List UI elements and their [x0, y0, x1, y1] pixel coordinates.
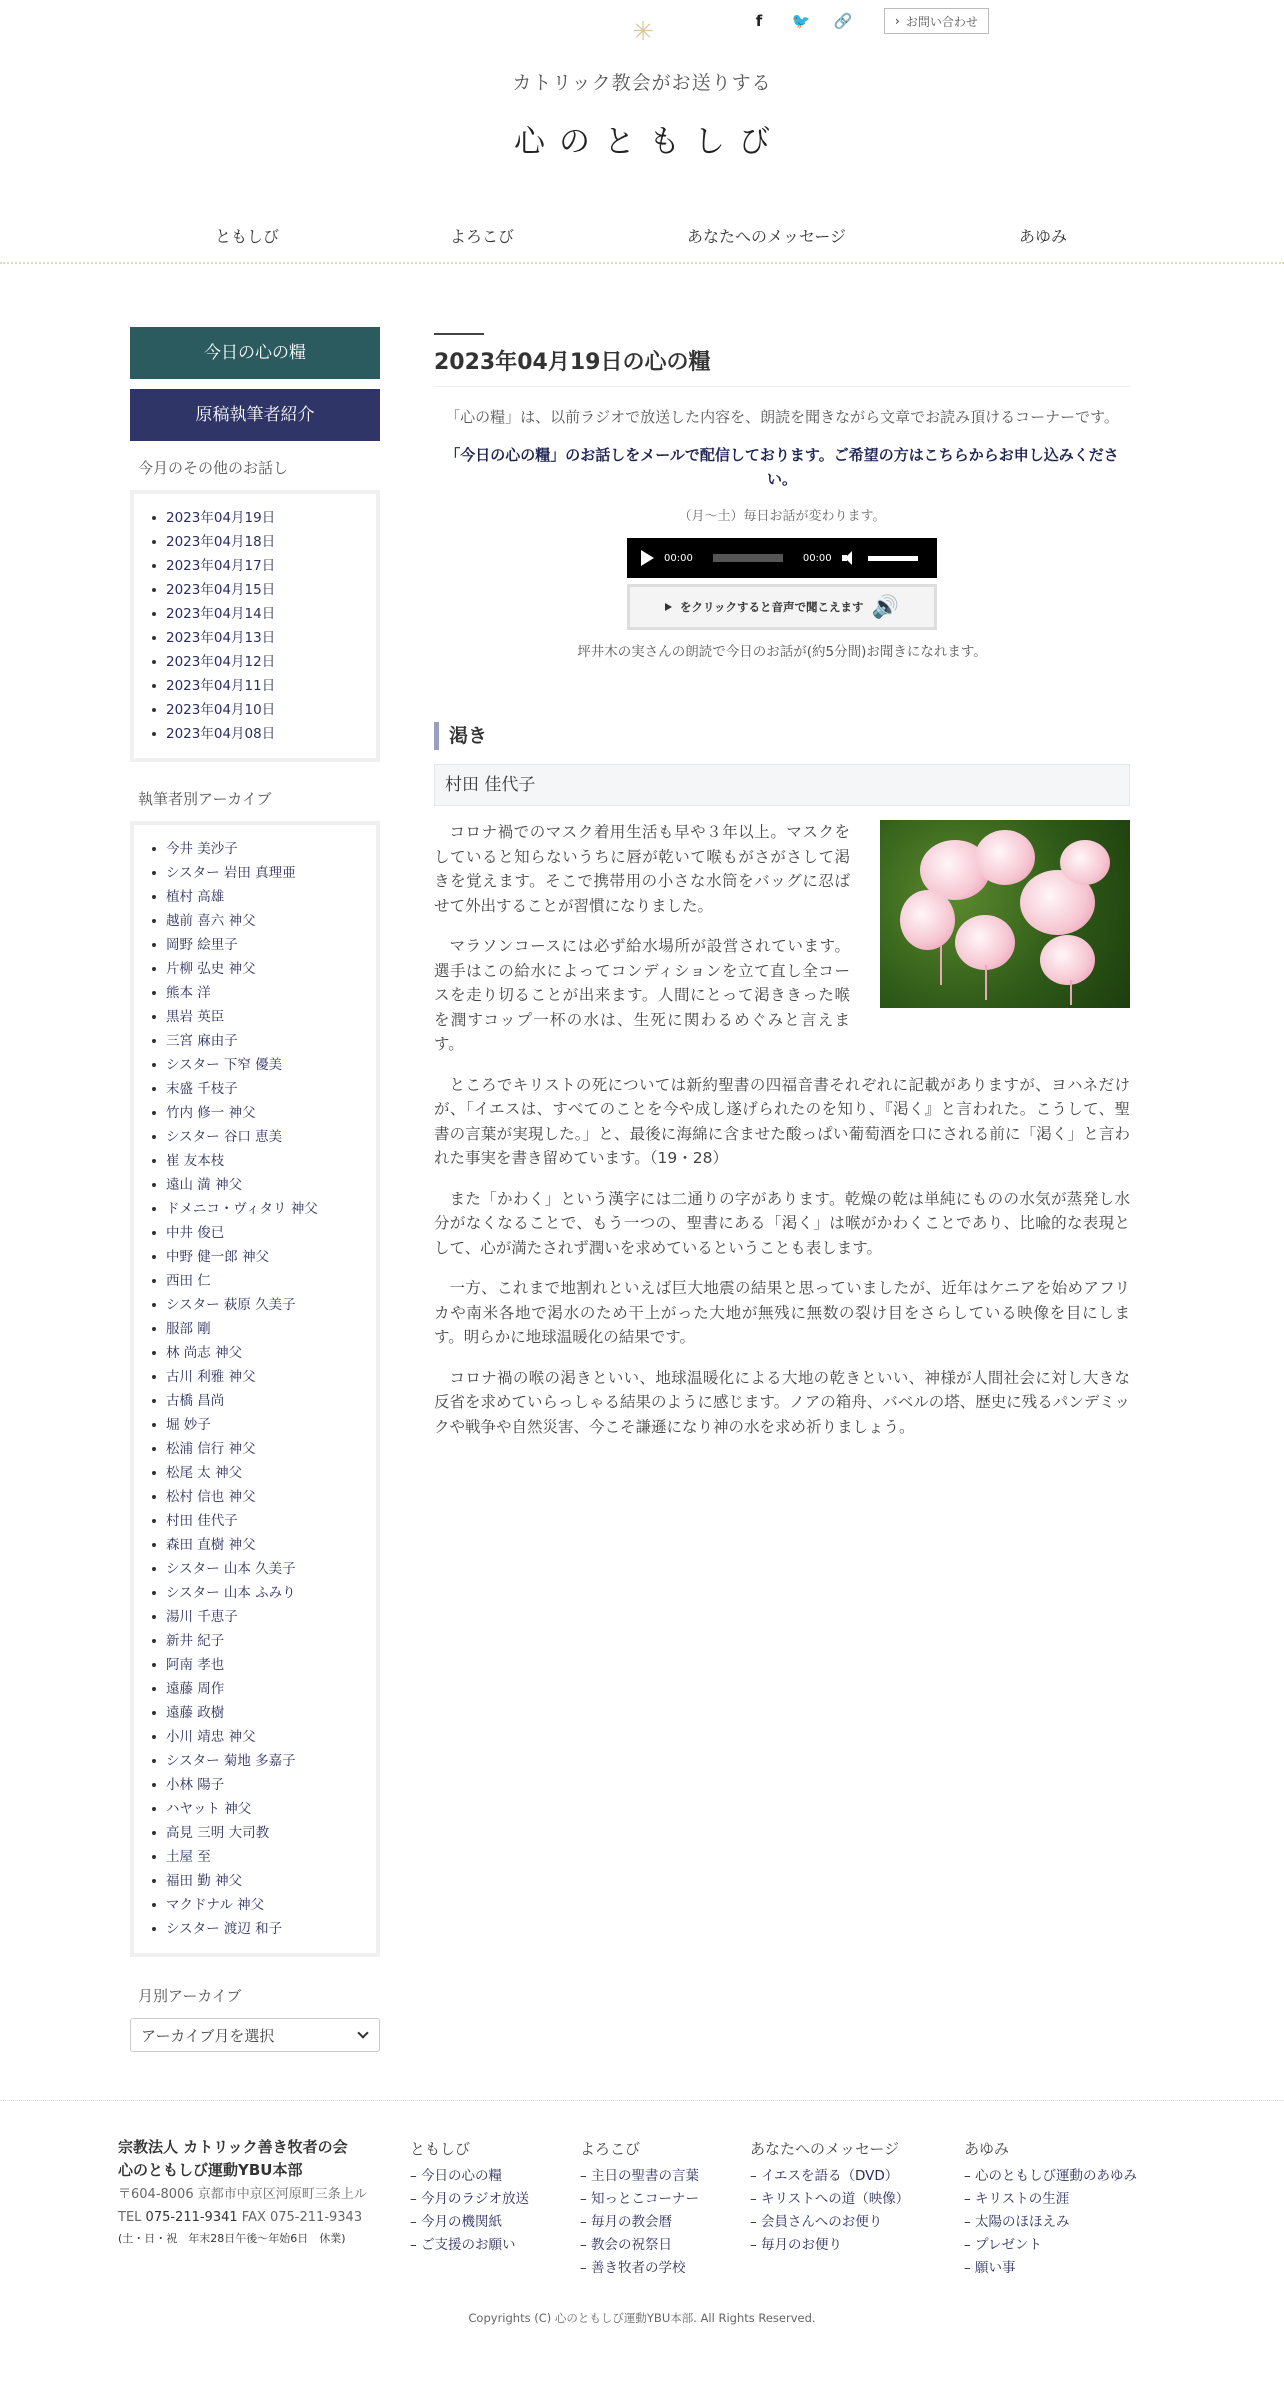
- article-title: 渇き: [434, 722, 1130, 750]
- author-archive-link[interactable]: 古橋 昌尚: [134, 1389, 376, 1413]
- org-phone: [118, 2207, 388, 2228]
- author-archive-link[interactable]: 森田 直樹 神父: [134, 1533, 376, 1557]
- footer-link[interactable]: – 毎月のお便り: [750, 2234, 909, 2257]
- authors-heading: 執筆者別アーカイブ: [138, 790, 272, 808]
- footer-col-title: あゆみ: [964, 2140, 1010, 2158]
- author-archive-link[interactable]: 末盛 千枝子: [134, 1077, 376, 1101]
- site-title[interactable]: 心のともしび: [514, 124, 784, 160]
- article-paragraph: 一方、これまで地割れといえば巨大地震の結果と思っていましたが、近年はケニアを始めアフリカや南米各地で渇水のため干上がった大地が無残に無数の裂け目をさらしている映像を目にします。明らかに地球温暖化の結果です。: [434, 1279, 1130, 1346]
- author-archive-link[interactable]: 松尾 太 神父: [134, 1461, 376, 1485]
- month-archive-link[interactable]: 2023年04月15日: [134, 578, 376, 602]
- author-archive-link[interactable]: 遠藤 政樹: [134, 1701, 376, 1725]
- player-duration: 00:00: [802, 552, 832, 564]
- nav-item-yorokobi[interactable]: よろこび: [450, 227, 515, 246]
- author-archive-link[interactable]: 片柳 弘史 神父: [134, 957, 376, 981]
- author-archive-link[interactable]: 松浦 信行 神父: [134, 1437, 376, 1461]
- author-archive-link[interactable]: 遠山 満 神父: [134, 1173, 376, 1197]
- author-archive-link[interactable]: 土屋 至: [134, 1845, 376, 1869]
- page-title: 2023年04月19日の心の糧: [434, 345, 1130, 387]
- this-month-heading: 今月のその他のお話し: [138, 459, 289, 477]
- author-archive-link[interactable]: 小林 陽子: [134, 1773, 376, 1797]
- author-archive-link[interactable]: マクドナル 神父: [134, 1893, 376, 1917]
- month-archive-link[interactable]: 2023年04月18日: [134, 530, 376, 554]
- author-archive-link[interactable]: 遠藤 周作: [134, 1677, 376, 1701]
- footer-link[interactable]: – 善き牧者の学校: [580, 2257, 699, 2280]
- link-icon[interactable]: 🔗: [833, 12, 853, 30]
- copyright: Copyrights (C) 心のともしび運動YBU本部. All Rights Reserved.: [468, 2311, 816, 2325]
- article-paragraph: コロナ禍でのマスク着用生活も早や３年以上。マスクをしていると知らないうちに唇が乾いて喉もがさがさして渇きを覚えます。そこで携帯用の小さな水筒をバッグに忍ばせて外出することが習慣になりました。: [434, 823, 850, 915]
- footer-link[interactable]: – 今月のラジオ放送: [410, 2188, 529, 2211]
- footer-col-tomoshibi: [410, 2138, 529, 2257]
- footer-col-message: [750, 2138, 909, 2257]
- footer-col-ayumi: [964, 2138, 1137, 2280]
- footer-col-title: あなたへのメッセージ: [750, 2140, 900, 2158]
- speaker-icon: 🔊: [871, 594, 899, 620]
- volume-slider[interactable]: [868, 556, 918, 561]
- month-archive-link[interactable]: 2023年04月13日: [134, 626, 376, 650]
- footer-org-info: [118, 2136, 388, 2249]
- author-archive-link[interactable]: 今井 美沙子: [134, 837, 376, 861]
- article-paragraph: ところでキリストの死については新約聖書の四福音書それぞれに記載がありますが、ヨハネだけが、「イエスは、すべてのことを今や成し遂げられたのを知り、『渇く』と言われた。こうして、聖書の言葉が実現した。」と、最後に海綿に含ませた酸っぱい葡萄酒を口にされる前に「渇く」と言われた事実を書き留めています。（19・28）: [434, 1075, 1130, 1167]
- footer-link[interactable]: – 心のともしび運動のあゆみ: [964, 2165, 1137, 2188]
- author-archive-link[interactable]: シスター 渡辺 和子: [134, 1917, 376, 1941]
- author-archive-link[interactable]: 小川 靖忠 神父: [134, 1725, 376, 1749]
- author-archive-link[interactable]: シスター 山本 ふみり: [134, 1581, 376, 1605]
- sidebar: [130, 327, 380, 2052]
- play-icon[interactable]: [641, 550, 654, 566]
- author-archive-link[interactable]: 湯川 千恵子: [134, 1605, 376, 1629]
- author-archive-link[interactable]: 中野 健一郎 神父: [134, 1245, 376, 1269]
- author-archive-link[interactable]: シスター 岩田 真理亜: [134, 861, 376, 885]
- footer-link[interactable]: – 知っとこコーナー: [580, 2188, 699, 2211]
- footer-link[interactable]: – 教会の祝祭日: [580, 2234, 699, 2257]
- footer-link[interactable]: – ご支援のお願い: [410, 2234, 529, 2257]
- month-archive-link[interactable]: 2023年04月12日: [134, 650, 376, 674]
- monthly-archive-select[interactable]: [130, 2018, 380, 2052]
- footer-link[interactable]: – キリストの生涯: [964, 2188, 1137, 2211]
- article-paragraph: コロナ禍の喉の渇きといい、地球温暖化による大地の乾きといい、神様が人間社会に対し大きな反省を求めていらっしゃる結果のように感じます。ノアの箱舟、バベルの塔、歴史に残るパンデミックや戦争や自然災害、今こそ謙遜になり神の水を求め祈りましょう。: [434, 1368, 1130, 1436]
- author-archive-link[interactable]: 岡野 絵里子: [134, 933, 376, 957]
- month-archive-link[interactable]: 2023年04月19日: [134, 506, 376, 530]
- footer-col-title: よろこび: [580, 2140, 641, 2158]
- audio-player: [627, 538, 937, 578]
- twitter-icon[interactable]: 🐦: [791, 12, 811, 30]
- author-archive-link[interactable]: シスター 菊地 多嘉子: [134, 1749, 376, 1773]
- footer-link[interactable]: – 主日の聖書の言葉: [580, 2165, 699, 2188]
- author-archive-link[interactable]: シスター 山本 久美子: [134, 1557, 376, 1581]
- nav-item-tomoshibi[interactable]: ともしび: [215, 227, 280, 246]
- month-archive-link[interactable]: 2023年04月10日: [134, 698, 376, 722]
- month-archive-link[interactable]: 2023年04月17日: [134, 554, 376, 578]
- author-archive-link[interactable]: 越前 喜六 神父: [134, 909, 376, 933]
- contact-button-label: お問い合わせ: [905, 14, 978, 29]
- authors-list: [130, 821, 380, 1957]
- author-archive-link[interactable]: 堀 妙子: [134, 1413, 376, 1437]
- nav-item-message[interactable]: あなたへのメッセージ: [687, 227, 847, 246]
- intro-text: 「心の糧」は、以前ラジオで放送した内容を、朗読を聞きながら文章でお読み頂けるコーナーです。: [445, 408, 1119, 426]
- play-triangle-icon: [665, 603, 672, 611]
- fuchsia-flower-photo: [880, 820, 1130, 1008]
- writers-intro-button[interactable]: 原稿執筆者紹介: [130, 389, 380, 441]
- article-paragraph: また「かわく」という漢字には二通りの字があります。乾燥の乾は単純にものの水気が蒸発し水分がなくなることで、もう一つの、聖書にある「渇く」は喉がかわくことであり、比喩的な表現として、心が満たされず潤いを求めているということも表します。: [434, 1189, 1130, 1257]
- author-archive-link[interactable]: 新井 紀子: [134, 1629, 376, 1653]
- volume-icon[interactable]: [842, 551, 858, 565]
- player-current-time: 00:00: [664, 552, 693, 564]
- site-tagline: カトリック教会がお送りする: [512, 72, 772, 94]
- facebook-icon[interactable]: f: [755, 12, 763, 30]
- author-archive-link[interactable]: 林 尚志 神父: [134, 1341, 376, 1365]
- author-archive-link[interactable]: 阿南 孝也: [134, 1653, 376, 1677]
- article-author: 村田 佳代子: [434, 764, 1130, 806]
- footer-divider: [0, 2100, 1284, 2101]
- org-address: 〒604-8006 京都市中京区河原町三条上ル: [118, 2187, 367, 2202]
- author-archive-link[interactable]: 熊本 洋: [134, 981, 376, 1005]
- top-utility-bar: [748, 6, 989, 36]
- global-nav: [130, 224, 1150, 254]
- fax-number: FAX 075-211-9343: [241, 2210, 363, 2225]
- nav-divider: [0, 262, 1284, 264]
- author-archive-link[interactable]: 西田 仁: [134, 1269, 376, 1293]
- schedule-note: （月～土）毎日お話が変わります。: [678, 509, 886, 524]
- footer-link[interactable]: – 今日の心の糧: [410, 2165, 529, 2188]
- office-hours: (土・日・祝 年末28日午後～年始6日 休業): [118, 2232, 346, 2245]
- footer-link[interactable]: – 毎月の教会暦: [580, 2211, 699, 2234]
- contact-button[interactable]: [884, 8, 989, 34]
- mail-subscribe-link[interactable]: 「今日の心の糧」のお話しをメールで配信しております。ご希望の方はこちらからお申し込みください。: [445, 446, 1119, 488]
- author-archive-link[interactable]: シスター 下窄 優美: [134, 1053, 376, 1077]
- month-archive-link[interactable]: 2023年04月11日: [134, 674, 376, 698]
- listen-audio-button[interactable]: [627, 584, 937, 630]
- player-seek-bar[interactable]: [713, 554, 783, 562]
- author-archive-link[interactable]: 植村 高雄: [134, 885, 376, 909]
- this-month-list: [130, 490, 380, 762]
- author-archive-link[interactable]: シスター 萩原 久美子: [134, 1293, 376, 1317]
- article-body: [434, 820, 1130, 1439]
- author-archive-link[interactable]: 松村 信也 神父: [134, 1485, 376, 1509]
- author-archive-link[interactable]: 黒岩 英臣: [134, 1005, 376, 1029]
- author-archive-link[interactable]: 竹内 修一 神父: [134, 1101, 376, 1125]
- logo-star-icon: ✳: [632, 17, 654, 47]
- footer-link[interactable]: – キリストへの道（映像）: [750, 2188, 909, 2211]
- title-accent-bar: [434, 333, 484, 335]
- author-archive-link[interactable]: 高見 三明 大司教: [134, 1821, 376, 1845]
- reader-credit: 坪井木の実さんの朗読で今日のお話が(約5分間)お聞きになれます。: [577, 644, 987, 660]
- footer-col-title: ともしび: [410, 2140, 471, 2158]
- footer-col-yorokobi: [580, 2138, 699, 2280]
- author-archive-link[interactable]: 村田 佳代子: [134, 1509, 376, 1533]
- author-archive-link[interactable]: ドメニコ・ヴィタリ 神父: [134, 1197, 376, 1221]
- footer-link[interactable]: – 今月の機関紙: [410, 2211, 529, 2234]
- main-content: [434, 333, 1130, 1455]
- author-archive-link[interactable]: 福田 勤 神父: [134, 1869, 376, 1893]
- author-archive-link[interactable]: 中井 俊已: [134, 1221, 376, 1245]
- footer-link[interactable]: – プレゼント: [964, 2234, 1137, 2257]
- month-archive-link[interactable]: 2023年04月14日: [134, 602, 376, 626]
- author-archive-link[interactable]: 服部 剛: [134, 1317, 376, 1341]
- footer-link[interactable]: – 会員さんへのお便り: [750, 2211, 909, 2234]
- tel-label: TEL: [118, 2210, 142, 2225]
- footer-link[interactable]: – 願い事: [964, 2257, 1137, 2280]
- author-archive-link[interactable]: 崔 友本枝: [134, 1149, 376, 1173]
- org-name: 宗教法人 カトリック善き牧者の会: [118, 2138, 348, 2156]
- listen-button-label: をクリックすると音声で聞こえます: [680, 600, 864, 614]
- chevron-down-icon: [357, 2027, 368, 2038]
- chevron-right-icon: ›: [895, 14, 900, 28]
- footer-link[interactable]: – イエスを語る（DVD）: [750, 2165, 909, 2188]
- monthly-archive-heading: 月別アーカイブ: [138, 1987, 242, 2005]
- author-archive-link[interactable]: 三宮 麻由子: [134, 1029, 376, 1053]
- nav-item-ayumi[interactable]: あゆみ: [1019, 227, 1068, 246]
- today-kokoro-button[interactable]: 今日の心の糧: [130, 327, 380, 379]
- article-paragraph: マラソンコースには必ず給水場所が設営されています。選手はこの給水によってコンディションを立て直し全コースを走り切ることが出来ます。人間にとって渇ききった喉を潤すコップ一杯の水は、生死に関わるめぐみと言えます。: [434, 937, 850, 1053]
- month-archive-link[interactable]: 2023年04月08日: [134, 722, 376, 746]
- archive-select-value: アーカイブ月を選択: [141, 2026, 275, 2045]
- author-archive-link[interactable]: シスター 谷口 恵美: [134, 1125, 376, 1149]
- org-subname: 心のともしび運動YBU本部: [118, 2161, 303, 2179]
- author-archive-link[interactable]: ハヤット 神父: [134, 1797, 376, 1821]
- tel-number[interactable]: 075-211-9341: [145, 2210, 238, 2225]
- footer-link[interactable]: – 太陽のほほえみ: [964, 2211, 1137, 2234]
- author-archive-link[interactable]: 古川 利雅 神父: [134, 1365, 376, 1389]
